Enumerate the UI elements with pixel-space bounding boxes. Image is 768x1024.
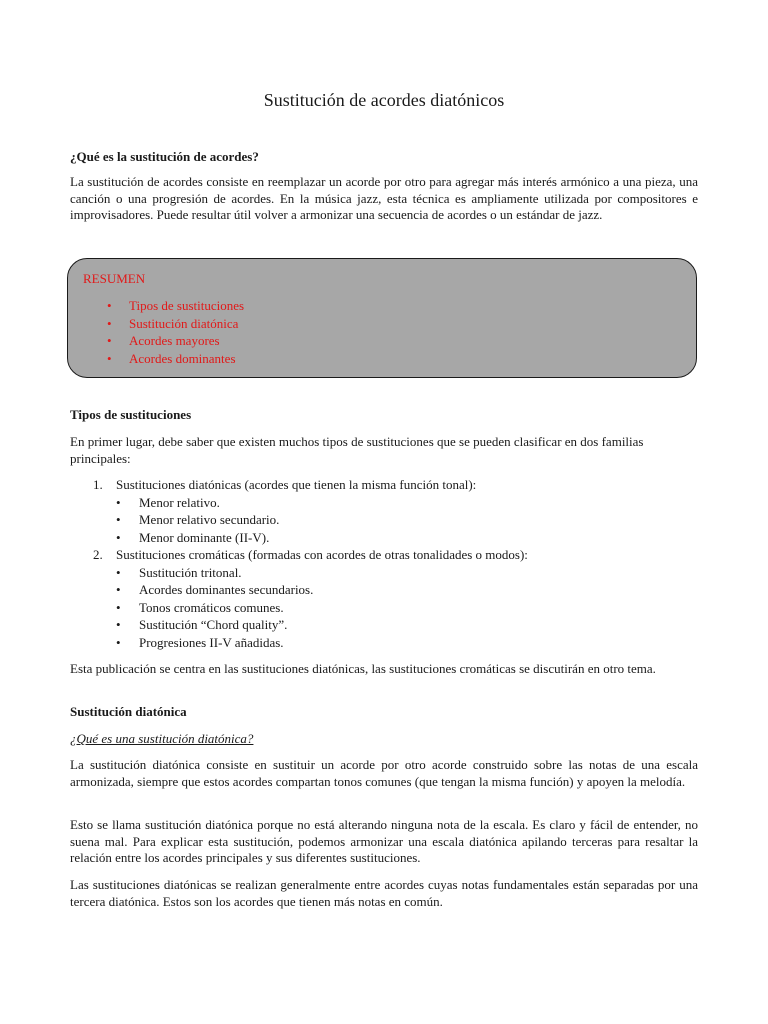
bullet: • [107, 333, 112, 348]
list-item: • Progresiones II-V añadidas. [116, 634, 284, 650]
summary-item: • Acordes mayores [107, 333, 220, 348]
types-list [70, 476, 698, 651]
summary-list [68, 297, 244, 367]
list-number: 2. [93, 547, 103, 562]
summary-item: • Acordes dominantes [107, 350, 236, 366]
paragraph-diatonic-1: La sustitución diatónica consiste en sustituir un acorde por otro acorde construido sobre las notas de una escala armonizada, siempre que estos acordes compartan tonos comunes (que tengan la misma función) y apoyen la melodía. [70, 757, 698, 789]
summary-item: • Sustitución diatónica [107, 315, 239, 331]
heading-what-is: ¿Qué es la sustitución de acordes? [70, 149, 259, 164]
bullet: • [116, 634, 121, 650]
bullet: • [116, 529, 121, 545]
list-item: • Menor relativo. [116, 494, 220, 510]
paragraph-diatonic-3: Las sustituciones diatónicas se realizan generalmente entre acordes cuyas notas fundamentales están separadas por una tercera diatónica. Estos son los acordes que tienen más notas en común. [70, 877, 698, 909]
summary-title: RESUMEN [83, 271, 146, 286]
summary-item: • Tipos de sustituciones [107, 298, 245, 313]
paragraph-types-closing: Esta publicación se centra en las sustituciones diatónicas, las sustituciones cromáticas se discutirán en otro tema. [70, 661, 656, 676]
bullet: • [116, 617, 121, 632]
list-number: 1. [93, 477, 103, 492]
heading-diatonic: Sustitución diatónica [70, 704, 187, 719]
list-item: • Tonos cromáticos comunes. [116, 599, 284, 615]
list-item [70, 476, 698, 494]
paragraph-diatonic-2: Esto se llama sustitución diatónica porque no está alterando ninguna nota de la escala. Es claro y fácil de entender, no suena mal. Para explicar esta sustitución, podemos armonizar una escala diatónica apilando terceras para resaltar la relación entre los acordes principales y sus diferentes sustituciones. [70, 817, 698, 865]
list-item-label: Sustituciones cromáticas (formadas con acordes de otras tonalidades o modos): [116, 547, 528, 562]
paragraph-what-is: La sustitución de acordes consiste en reemplazar un acorde por otro para agregar más interés armónico a una pieza, una canción o una progresión de acordes. En la música jazz, esta técnica es ampliamente utilizada por compositores e improvisadores. Puede resultar útil volver a armonizar una secuencia de acordes o un estándar de jazz. [70, 174, 698, 222]
bullet: • [107, 298, 112, 313]
bullet: • [116, 512, 121, 527]
list-item-label: Sustituciones diatónicas (acordes que tienen la misma función tonal): [116, 477, 477, 492]
bullet: • [116, 599, 121, 615]
bullet: • [116, 494, 121, 510]
bullet: • [107, 350, 112, 366]
list-item: • Menor relativo secundario. [116, 512, 280, 527]
summary-box [67, 258, 697, 378]
list-item [70, 546, 698, 564]
bullet: • [116, 564, 121, 580]
bullet: • [107, 315, 112, 331]
list-item: • Menor dominante (II-V). [116, 529, 270, 545]
list-item: • Sustitución “Chord quality”. [116, 617, 288, 632]
subheading-diatonic: ¿Qué es una sustitución diatónica? [70, 731, 254, 746]
heading-types: Tipos de sustituciones [70, 407, 192, 422]
paragraph-types-intro: En primer lugar, debe saber que existen muchos tipos de sustituciones que se pueden clasificar en dos familias principales: [70, 434, 644, 466]
bullet: • [116, 582, 121, 597]
list-item: • Sustitución tritonal. [116, 564, 242, 580]
list-item: • Acordes dominantes secundarios. [116, 582, 314, 597]
document-title: Sustitución de acordes diatónicos [263, 90, 505, 110]
